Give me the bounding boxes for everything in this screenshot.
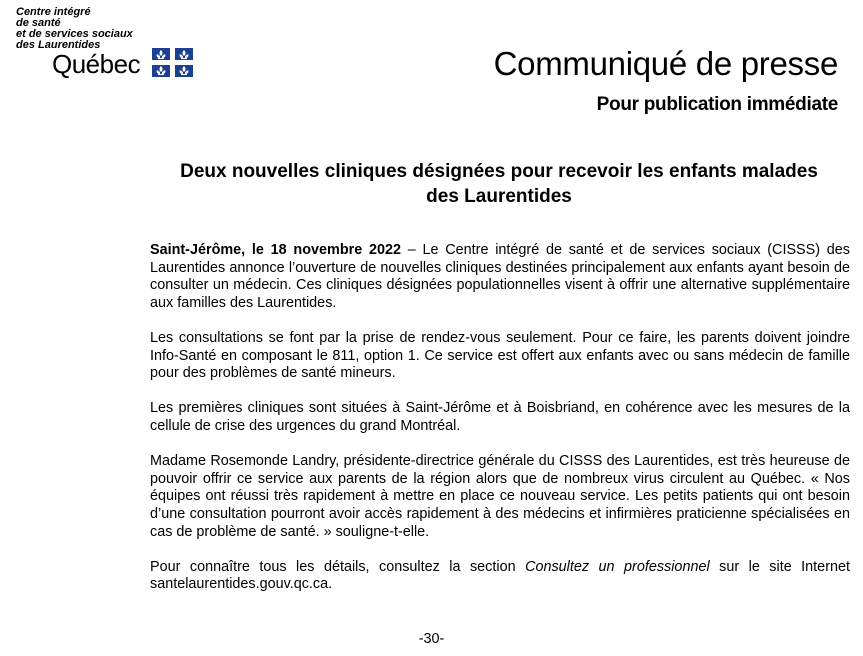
quebec-logo-text: Québec — [52, 49, 141, 79]
press-body — [150, 242, 850, 611]
details-text-end: sur le site Internet santelaurentides.gouv.qc.ca. — [150, 558, 850, 593]
paragraph-consultations: Les consultations se font par la prise de rendez-vous seulement. Pour ce faire, les parents doivent joindre Info-Santé en composant le 811, option 1. Ce service est offert aux enfants avec ou sans médecin de famille pour des problèmes de santé mineurs. — [150, 329, 850, 382]
org-name-line: des Laurentides — [16, 39, 101, 51]
headline-line: des Laurentides — [426, 186, 572, 207]
document-subtitle: Pour publication immédiate — [596, 94, 838, 115]
page-number: -30- — [418, 631, 445, 647]
dateline: Saint-Jérôme, le 18 novembre 2022 — [150, 242, 401, 258]
org-name-block — [16, 7, 133, 51]
headline — [150, 159, 848, 209]
paragraph-locations: Les premières cliniques sont situées à Saint-Jérôme et à Boisbriand, en cohérence avec les mesures de la cellule de crise des urgences du grand Montréal. — [150, 400, 850, 434]
paragraph-quote: Madame Rosemonde Landry, présidente-directrice générale du CISSS des Laurentides, est très heureuse de pouvoir offrir ce service aux parents de la région alors que de nombreux virus circulent au Québec. « Nos équipes ont réussi très rapidement à mettre en place ce nouveau service. Les petits patients qui ont besoin d’une consultation pourront avoir accès rapidement à des médecins et infirmières praticienne spécialisées en cas de problème de santé. » souligne-t-elle. — [150, 453, 850, 540]
paragraph-intro-text: – Le Centre intégré de santé et de services sociaux (CISSS) des Laurentides annonce l’ouverture de nouvelles cliniques destinées principalement aux enfants ayant besoin de consulter un médecin. Ces cliniques désignées populationnelles visent à offrir une alternative supplémentaire aux familles des Laurentides. — [150, 242, 850, 311]
document-title: Communiqué de presse — [493, 45, 838, 82]
section-name: Consultez un professionnel — [525, 558, 710, 575]
details-text: Pour connaître tous les détails, consultez la section — [150, 558, 526, 575]
headline-line: Deux nouvelles cliniques désignées pour recevoir les enfants malades — [180, 161, 818, 182]
paragraph-intro — [150, 242, 850, 312]
org-name-line: et de services sociaux — [16, 28, 133, 40]
org-name-line: Centre intégré — [16, 6, 91, 18]
paragraph-details — [150, 559, 850, 594]
quebec-flag-icon — [152, 48, 193, 77]
org-name-line: de santé — [16, 17, 61, 29]
